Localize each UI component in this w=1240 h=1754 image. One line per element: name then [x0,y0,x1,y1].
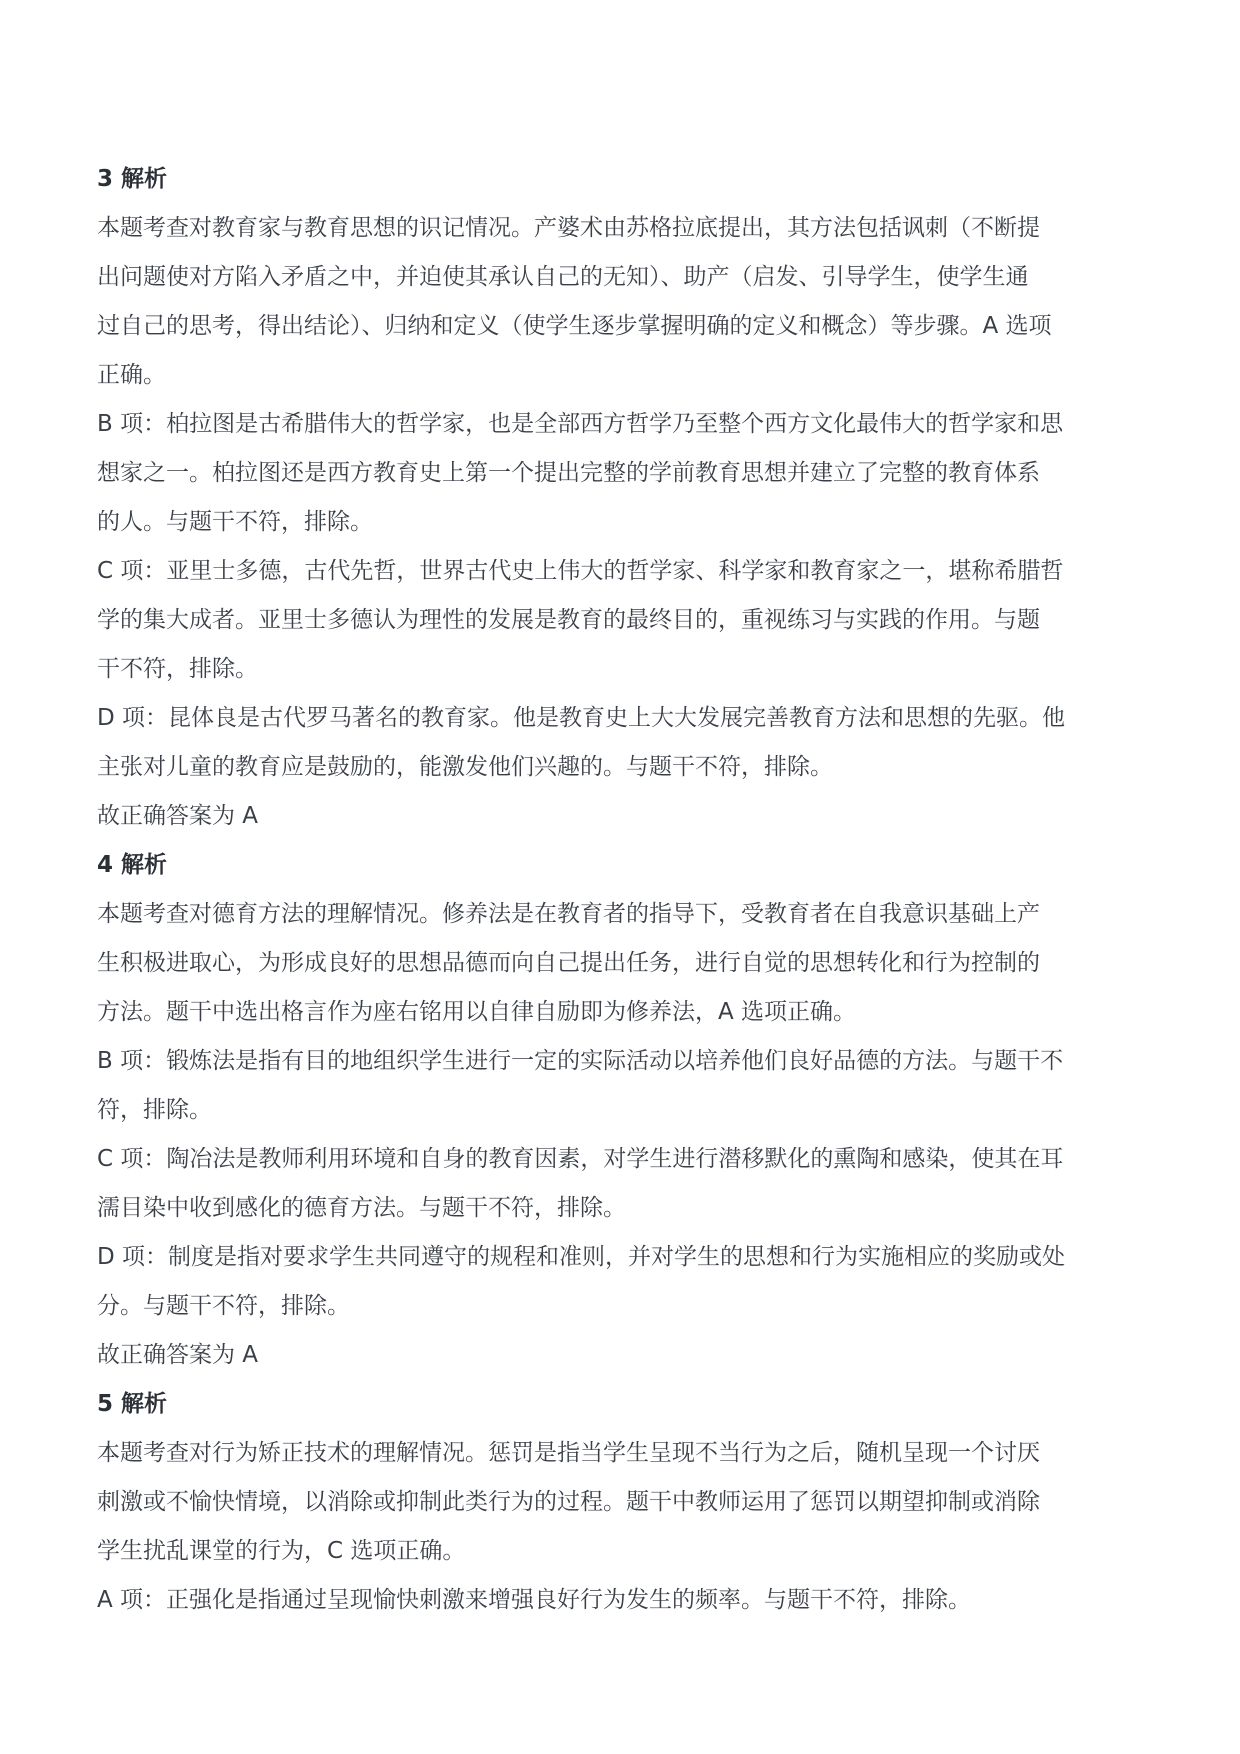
text-line: C 项：亚里士多德，古代先哲，世界古代史上伟大的哲学家、科学家和教育家之一，堪称希腊哲 [97,558,1064,584]
paragraph-intro [97,890,1148,1037]
text-line: 刺激或不愉快情境，以消除或抑制此类行为的过程。题干中教师运用了惩罚以期望抑制或消除 [97,1489,1040,1515]
text-line: 正确。 [97,362,166,388]
paragraph-intro [97,204,1148,400]
text-line: 符，排除。 [97,1097,212,1123]
paragraph-option-c [97,547,1148,694]
paragraph-answer [97,1331,1148,1380]
paragraph-answer [97,792,1148,841]
analysis-section-3 [97,155,1148,841]
text-line: 主张对儿童的教育应是鼓励的，能激发他们兴趣的。与题干不符，排除。 [97,754,833,780]
section-heading: 3 解析 [97,166,168,192]
analysis-section-4 [97,841,1148,1380]
paragraph-option-c [97,1135,1148,1233]
text-line: 方法。题干中选出格言作为座右铭用以自律自励即为修养法，A 选项正确。 [97,999,857,1025]
text-line: 干不符，排除。 [97,656,258,682]
paragraph-option-d [97,1233,1148,1331]
paragraph-option-b [97,1037,1148,1135]
text-line: B 项：锻炼法是指有目的地组织学生进行一定的实际活动以培养他们良好品德的方法。与题干不 [97,1048,1064,1074]
text-line: D 项：昆体良是古代罗马著名的教育家。他是教育史上大大发展完善教育方法和思想的先驱。他 [97,705,1066,731]
text-line: 分。与题干不符，排除。 [97,1293,350,1319]
analysis-section-5 [97,1380,1148,1625]
paragraph-option-d [97,694,1148,792]
answer-line: 故正确答案为 A [97,803,259,829]
paragraph-option-a [97,1576,1148,1625]
text-line: 生积极进取心，为形成良好的思想品德而向自己提出任务，进行自觉的思想转化和行为控制的 [97,950,1040,976]
text-line: 出问题使对方陷入矛盾之中，并迫使其承认自己的无知）、助产（启发、引导学生，使学生通 [97,264,1029,290]
answer-line: 故正确答案为 A [97,1342,259,1368]
text-line: B 项：柏拉图是古希腊伟大的哲学家，也是全部西方哲学乃至整个西方文化最伟大的哲学家和思 [97,411,1064,437]
text-line: A 项：正强化是指通过呈现愉快刺激来增强良好行为发生的频率。与题干不符，排除。 [97,1587,972,1613]
text-line: D 项：制度是指对要求学生共同遵守的规程和准则，并对学生的思想和行为实施相应的奖励或处 [97,1244,1066,1270]
paragraph-intro [97,1429,1148,1576]
text-line: 的人。与题干不符，排除。 [97,509,373,535]
section-heading: 5 解析 [97,1391,168,1417]
section-heading: 4 解析 [97,852,168,878]
text-line: 本题考查对行为矫正技术的理解情况。惩罚是指当学生呈现不当行为之后，随机呈现一个讨厌 [97,1440,1040,1466]
text-line: C 项：陶冶法是教师利用环境和自身的教育因素，对学生进行潜移默化的熏陶和感染，使其在耳 [97,1146,1064,1172]
text-line: 本题考查对教育家与教育思想的识记情况。产婆术由苏格拉底提出，其方法包括讽刺（不断提 [97,215,1040,241]
text-line: 想家之一。柏拉图还是西方教育史上第一个提出完整的学前教育思想并建立了完整的教育体系 [97,460,1040,486]
text-line: 濡目染中收到感化的德育方法。与题干不符，排除。 [97,1195,626,1221]
paragraph-option-b [97,400,1148,547]
text-line: 过自己的思考，得出结论）、归纳和定义（使学生逐步掌握明确的定义和概念）等步骤。A 选项 [97,313,1052,339]
text-line: 本题考查对德育方法的理解情况。修养法是在教育者的指导下，受教育者在自我意识基础上产 [97,901,1040,927]
text-line: 学的集大成者。亚里士多德认为理性的发展是教育的最终目的，重视练习与实践的作用。与题 [97,607,1040,633]
text-line: 学生扰乱课堂的行为，C 选项正确。 [97,1538,466,1564]
